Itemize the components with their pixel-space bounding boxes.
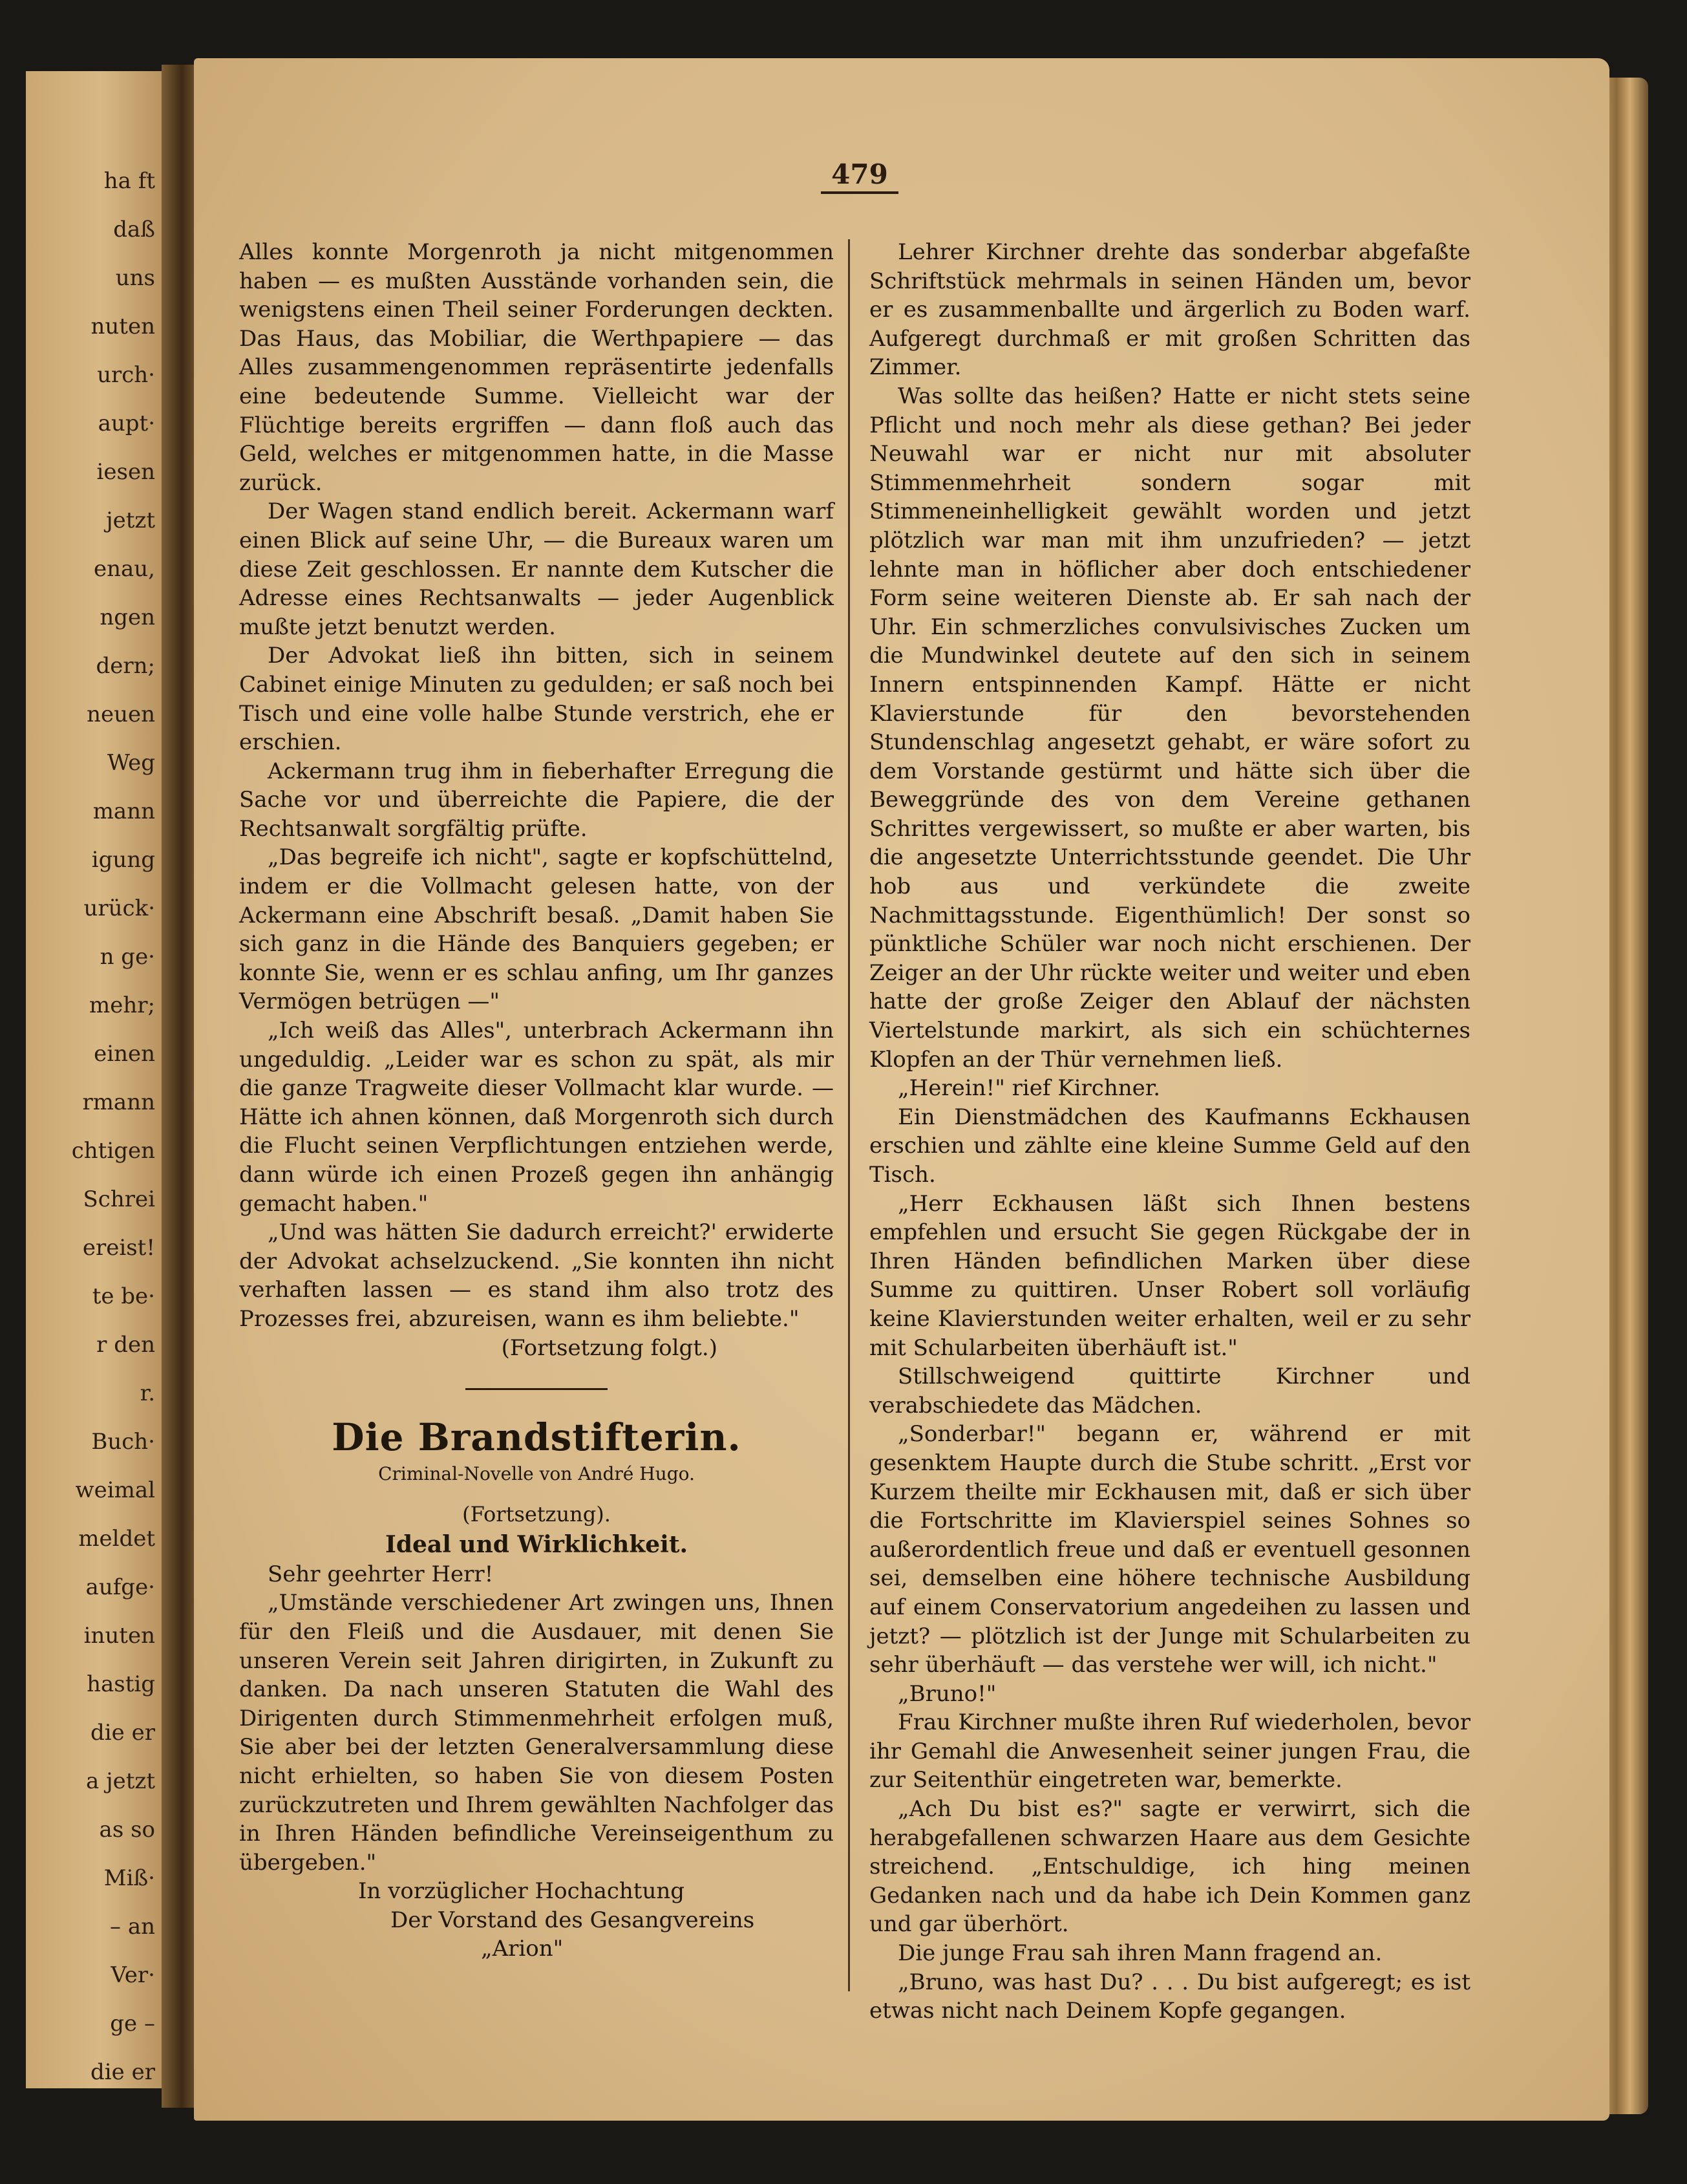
- prev-page-fragment: Buch·: [91, 1429, 155, 1455]
- prev-page-fragment: urch·: [97, 362, 155, 388]
- story-continued: (Fortsetzung).: [462, 1502, 611, 1527]
- prev-page-fragment: r.: [140, 1380, 155, 1406]
- prev-page-fragment: dern;: [96, 653, 155, 679]
- prev-page-fragment: aufge·: [85, 1574, 155, 1600]
- prev-page-fragment: neuen: [87, 701, 155, 727]
- prev-page-fragment: ha ft: [103, 168, 155, 194]
- prev-page-fragment: jetzt: [106, 508, 155, 533]
- paragraph: „Bruno!": [898, 1680, 997, 1707]
- prev-page-fragment: mann: [92, 798, 155, 824]
- prev-page-fragment: ge –: [110, 2011, 155, 2037]
- paragraph: „Herein!" rief Kirchner.: [898, 1075, 1161, 1102]
- prev-page-fragment: inuten: [83, 1623, 155, 1649]
- page-number: 479: [821, 158, 898, 194]
- story-subtitle: Criminal-Novelle von André Hugo.: [378, 1463, 695, 1485]
- letter-salutation: Sehr geehrter Herr!: [268, 1561, 494, 1587]
- paragraph: Stillschweigend quittirte Kirchner und verabschiedete das Mädchen.: [869, 1364, 1470, 1419]
- prev-page-fragment: Weg: [107, 750, 155, 776]
- paragraph: Frau Kirchner mußte ihren Ruf wiederholen, bevor ihr Gemahl die Anwesenheit seiner jungen Frau, die zur Seitenthür eingetreten war, bemerkte.: [869, 1709, 1470, 1793]
- left-column: [239, 238, 834, 1964]
- prev-page-fragment: daß: [113, 217, 155, 242]
- prev-page-fragment: weimal: [75, 1477, 155, 1503]
- continuation-note: (Fortsetzung folgt.): [501, 1334, 717, 1361]
- prev-page-fragment: meldet: [78, 1526, 155, 1552]
- paragraph: „Ich weiß das Alles", unterbrach Ackermann ihn ungeduldig. „Leider war es schon zu spät, als mir die ganze Tragweite dieser Vollmacht klar wurde. — Hätte ich ahnen können, daß Morgenroth sich durch die Flucht seinen Verpflichtungen entziehen werde, dann würde ich einen Prozeß gegen ihn anhängig gemacht haben.": [239, 1018, 834, 1217]
- paragraph: Ackermann trug ihm in fieberhafter Erregung die Sache vor und überreichte die Papiere, die der Rechtsanwalt sorgfältig prüfte.: [239, 758, 834, 842]
- paragraph: Der Wagen stand endlich bereit. Ackermann warf einen Blick auf seine Uhr, — die Bureaux waren um diese Zeit geschlossen. Er nannte dem Kutscher die Adresse eines Rechtsanwalts — jeder Augenblick mußte jetzt benutzt werden.: [239, 498, 834, 640]
- paragraph: „Herr Eckhausen läßt sich Ihnen bestens empfehlen und ersucht Sie gegen Rückgabe der in Ihren Händen befindlichen Marken über diese Summe zu quittiren. Unser Robert soll vorläufig keine Klavierstunden weiter erhalten, weil er zu sehr mit Schularbeiten überhäuft ist.": [869, 1190, 1470, 1361]
- letter-body: „Umstände verschiedener Art zwingen uns, Ihnen für den Fleiß und die Ausdauer, mit denen Sie unseren Verein seit Jahren dirigirten, in Zukunft zu danken. Da nach unseren Statuten die Wahl des Dirigenten durch Stimmenmehrheit erfolgen muß, Sie aber bei der letzten Generalversammlung diese nicht erhielten, so haben Sie von diesem Posten zurückzutreten und Ihrem gewählten Nachfolger das in Ihren Händen befindliche Vereinseigenthum zu übergeben.": [239, 1590, 834, 1876]
- section-divider: [465, 1388, 608, 1390]
- prev-page-fragment: ereist!: [82, 1235, 155, 1261]
- paragraph: Alles konnte Morgenroth ja nicht mitgenommen haben — es mußten Ausstände vorhanden sein, die wenigstens einen Theil seiner Forderungen deckten. Das Haus, das Mobiliar, die Werthpapiere — das Alles zusammengenommen repräsentirte jedenfalls eine bedeutende Summe. Vielleicht war der Flüchtige bereits ergriffen — dann floß auch das Geld, welches er mitgenommen hatte, in die Masse zurück.: [239, 239, 834, 496]
- paragraph: „Und was hätten Sie dadurch erreicht?' erwiderte der Advokat achselzuckend. „Sie konnten ihn nicht verhaften lassen — es stand ihm also trotz des Prozesses frei, abzureisen, wann es ihm beliebte.": [239, 1219, 834, 1332]
- prev-page-fragment: die er: [90, 1720, 155, 1746]
- prev-page-fragment: ngen: [100, 605, 155, 630]
- prev-page-fragment: die er: [90, 2059, 155, 2085]
- prev-page-fragment: Schrei: [83, 1186, 155, 1212]
- prev-page-fragment: Miß·: [103, 1865, 155, 1891]
- prev-page-fragment: uns: [115, 265, 155, 291]
- paragraph: Die junge Frau sah ihren Mann fragend an.: [898, 1940, 1383, 1967]
- column-rule: [848, 239, 850, 1991]
- story-title: Die Brandstifterin.: [332, 1415, 741, 1460]
- prev-page-fragment: as so: [99, 1817, 155, 1843]
- prev-page-fragment: n ge·: [100, 944, 155, 970]
- prev-page-fragment: iesen: [96, 459, 155, 485]
- prev-page-fragment: igung: [91, 847, 155, 873]
- prev-page-fragment: rmann: [82, 1089, 155, 1115]
- prev-page-fragment: – an: [110, 1914, 155, 1940]
- paragraph: Der Advokat ließ ihn bitten, sich in seinem Cabinet einige Minuten zu gedulden; er saß noch bei Tisch und eine volle halbe Stunde verstrich, ehe er erschien.: [239, 643, 834, 756]
- letter-signature-name: „Arion": [481, 1936, 564, 1962]
- page-stack-edge: [1603, 78, 1648, 2114]
- letter-closing: In vorzüglicher Hochachtung: [358, 1878, 685, 1905]
- prev-page-fragment: urück·: [83, 895, 155, 921]
- prev-page-fragment: Ver·: [111, 1962, 155, 1988]
- prev-page-fragment: aupt·: [98, 411, 155, 436]
- prev-page-fragment: a jetzt: [86, 1768, 155, 1794]
- chapter-title: Ideal und Wirklichkeit.: [385, 1530, 688, 1558]
- prev-page-fragment: enau,: [94, 556, 155, 582]
- prev-page-fragment: hastig: [87, 1671, 155, 1697]
- prev-page-fragment: mehr;: [89, 992, 155, 1018]
- right-column: [869, 238, 1470, 2026]
- letter-signature: Der Vorstand des Gesangvereins: [390, 1907, 755, 1933]
- prev-page-fragment: chtigen: [71, 1138, 155, 1164]
- paragraph: „Ach Du bist es?" sagte er verwirrt, sich die herabgefallenen schwarzen Haare aus dem Gesichte streichend. „Entschuldige, ich hing meinen Gedanken nach und da habe ich Dein Kommen ganz und gar überhört.: [869, 1796, 1470, 1938]
- prev-page-fragment: nuten: [90, 314, 155, 339]
- paragraph: Was sollte das heißen? Hatte er nicht stets seine Pflicht und noch mehr als diese gethan? Bei jeder Neuwahl war er nicht nur mit absoluter Stimmenmehrheit sondern sogar mit Stimmeneinhelligkeit gewählt worden und jetzt plötzlich war man mit ihm unzufrieden? — jetzt lehnte man in höflicher aber doch entschiedener Form seine weiteren Dienste ab. Er sah nach der Uhr. Ein schmerzliches convulsivisches Zucken um die Mundwinkel deutete auf den sich in seinem Innern entspinnenden Kampf. Hätte er nicht Klavierstunde für den bevorstehenden Stundenschlag angesetzt gehabt, er wäre sofort zu dem Vorstande gestürmt und hätte sich über die Beweggründe des von dem Vereine gethanen Schrittes vergewissert, so mußte er aber warten, bis die angesetzte Unterrichtsstunde geendet. Die Uhr hob aus und verkündete die zweite Nachmittagsstunde. Eigenthümlich! Der sonst so pünktliche Schüler war noch nicht erschienen. Der Zeiger an der Uhr rückte weiter und weiter und eben hatte der große Zeiger den Ablauf der nächsten Viertelstunde markirt, als sich ein schüchternes Klopfen an der Thür vernehmen ließ.: [869, 383, 1470, 1073]
- prev-page-fragment: te be·: [92, 1283, 155, 1309]
- paragraph: Lehrer Kirchner drehte das sonderbar abgefaßte Schriftstück mehrmals in seinen Händen um, bevor er es zusammenballte und ärgerlich zu Boden warf. Aufgeregt durchmaß er mit großen Schritten das Zimmer.: [869, 239, 1470, 381]
- paragraph: „Das begreife ich nicht", sagte er kopfschüttelnd, indem er die Vollmacht gelesen hatte, von der Ackermann eine Abschrift besaß. „Damit haben Sie sich ganz in die Hände des Banquiers gegeben; er konnte Sie, wenn er es schlau anfing, um Ihr ganzes Vermögen betrügen —": [239, 844, 834, 1015]
- paragraph: Ein Dienstmädchen des Kaufmanns Eckhausen erschien und zählte eine kleine Summe Geld auf den Tisch.: [869, 1104, 1470, 1188]
- paragraph: „Bruno, was hast Du? . . . Du bist aufgeregt; es ist etwas nicht nach Deinem Kopfe gegangen.: [869, 1969, 1470, 2024]
- paragraph: „Sonderbar!" begann er, während er mit gesenktem Haupte durch die Stube schritt. „Erst vor Kurzem theilte mir Eckhausen mit, daß er sich über die Fortschritte im Klavierspiel seines Sohnes so außerordentlich freue und daß er eventuell gesonnen sei, demselben eine höhere technische Ausbildung auf einem Conservatorium angedeihen zu lassen und jetzt? — plötzlich ist der Junge mit Schularbeiten zu sehr überhäuft — das verstehe wer will, ich nicht.": [869, 1421, 1470, 1678]
- previous-page-edge: [26, 71, 162, 2088]
- prev-page-fragment: r den: [96, 1332, 155, 1358]
- prev-page-fragment: einen: [94, 1041, 155, 1067]
